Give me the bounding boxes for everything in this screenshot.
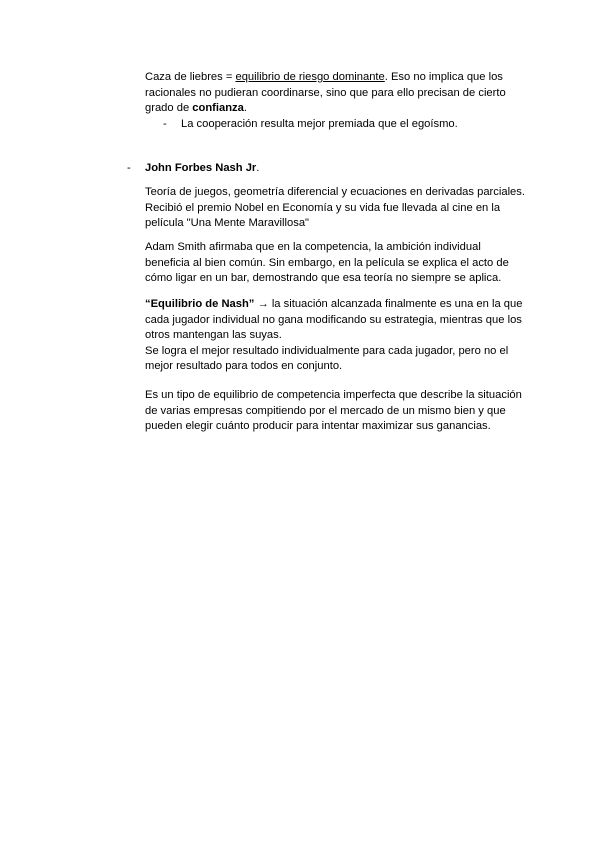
nash-paragraph-4: Es un tipo de equilibrio de competencia imperfecta que describe la situación de varias empresas compitiendo por el mercado de un mismo bien y que pueden elegir cuánto producir para intentar maximizar sus ganancias. (145, 389, 522, 433)
intro-paragraph (145, 70, 525, 117)
nash-heading-suffix: . (256, 162, 260, 174)
nash-bullet-dash: - (127, 162, 131, 174)
intro-underlined-term: equilibrio de riesgo dominante (235, 71, 385, 83)
nash-heading-text: John Forbes Nash Jr (145, 162, 257, 174)
nash-equilibrium-definition: la situación alcanzada finalmente es una en la que cada jugador individual no gana modificando su estrategia, mientras que los otros mantengan las suyas. (145, 298, 523, 342)
nash-equilibrium-paragraph (145, 297, 525, 375)
nash-paragraph-1: Teoría de juegos, geometría diferencial y ecuaciones en derivadas parciales. Recibió el premio Nobel en Economía y su vida fue llevada al cine en la película "Una Mente Maravillosa" (145, 186, 525, 230)
nash-paragraph-2: Adam Smith afirmaba que en la competencia, la ambición individual beneficia al bien común. Sin embargo, en la película se explica el acto de cómo ligar en un bar, demostrando que esa teoría no siempre se aplica. (145, 241, 509, 285)
nash-equilibrium-result: Se logra el mejor resultado individualmente para cada jugador, pero no el mejor resultado para todos en conjunto. (145, 344, 509, 373)
intro-text-middle: . Eso no implica que los racionales no pudieran coordinarse, sino que para ello precisan de cierto grado de (145, 71, 506, 115)
sub-bullet-text: La cooperación resulta mejor premiada que el egoísmo. (181, 118, 458, 130)
intro-bold-term: confianza (192, 102, 244, 115)
arrow-symbol: → (254, 298, 272, 310)
nash-heading (145, 161, 525, 177)
intro-text-start: Caza de liebres = (145, 71, 236, 83)
intro-text-end: . (243, 102, 247, 115)
sub-bullet-dash: - (163, 118, 167, 130)
nash-equilibrium-term: “Equilibrio de Nash” (145, 298, 255, 310)
